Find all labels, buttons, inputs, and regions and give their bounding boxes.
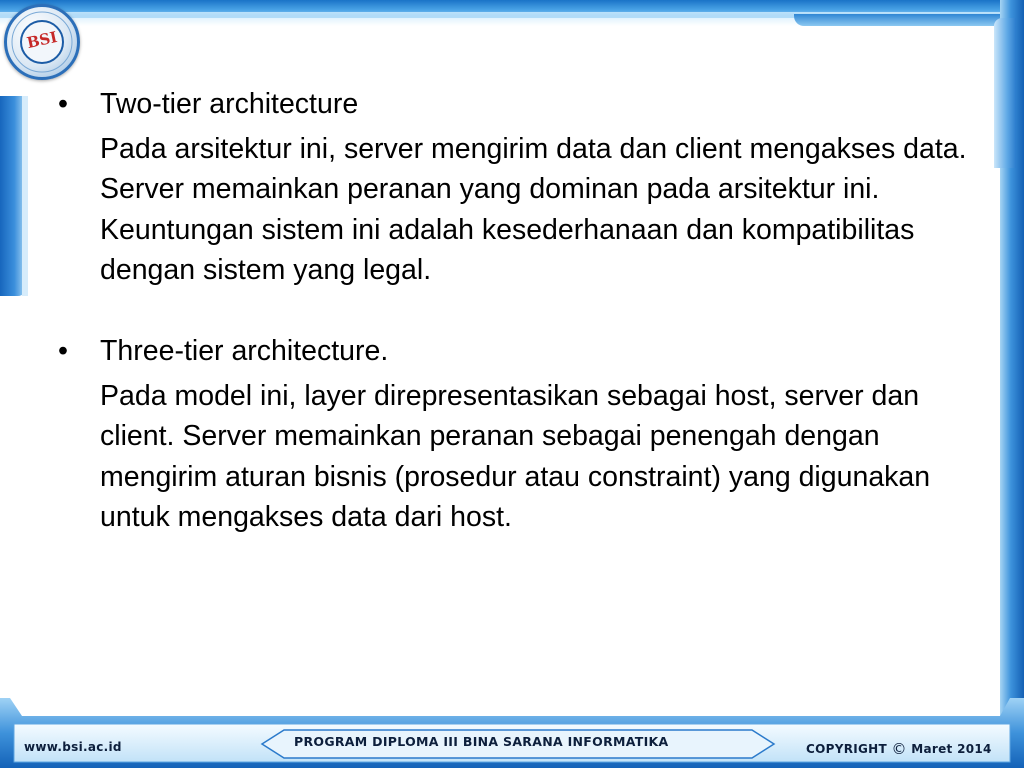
bullet-body: Pada model ini, layer direpresentasikan sebagai host, server dan client. Server memainkan peranan sebagai penengah dengan mengirim aturan bisnis (prosedur atau constraint) yang digunakan untuk mengakses data dari host. <box>100 379 931 534</box>
logo-emblem <box>20 20 64 64</box>
bullet-heading: Three-tier architecture. <box>100 334 389 367</box>
bullet-item-three-tier <box>56 331 986 538</box>
bullet-heading-row <box>56 84 986 125</box>
footer-program: PROGRAM DIPLOMA III BINA SARANA INFORMATIKA <box>294 734 669 749</box>
bullet-item-two-tier <box>56 84 986 291</box>
bullet-body: Pada arsitektur ini, server mengirim data dan client mengakses data. Server memainkan peranan yang dominan pada arsitektur ini. Keuntungan sistem ini adalah kesederhanaan dan kompatibilitas dengan sistem yang legal. <box>100 132 967 287</box>
bsi-logo <box>4 4 80 80</box>
left-frame-highlight <box>22 96 28 296</box>
copyright-symbol: © <box>891 740 907 758</box>
right-frame-corner <box>794 14 1024 26</box>
bullet-heading: Two-tier architecture <box>100 88 359 120</box>
spacer <box>56 291 986 331</box>
bullet-marker: • <box>58 88 68 120</box>
slide-content <box>56 84 986 538</box>
footer-copyright <box>806 740 992 758</box>
right-frame-step <box>994 18 1016 168</box>
footer-website: www.bsi.ac.id <box>24 740 122 754</box>
logo-letters: BSI <box>25 28 59 52</box>
copyright-label: COPYRIGHT <box>806 742 887 756</box>
bullet-marker: • <box>58 334 68 367</box>
bullet-heading-row <box>56 331 986 372</box>
copyright-date: Maret 2014 <box>911 742 992 756</box>
